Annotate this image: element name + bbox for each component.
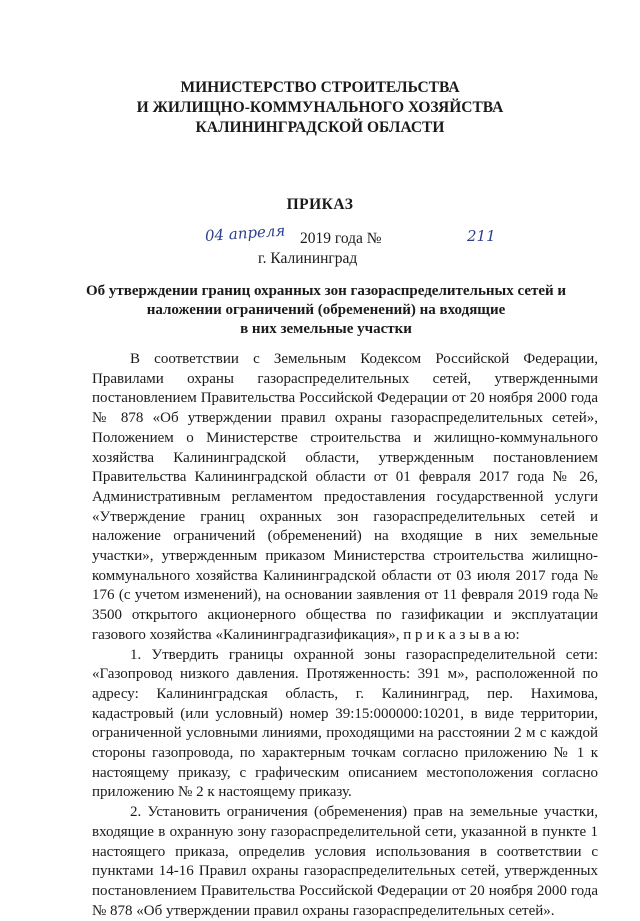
preamble-paragraph: В соответствии с Земельным Кодексом Российской Федерации, Правилами охраны газораспределительных сетей, утвержденными постановлением Правительства Российской Федерации от 20 ноября 2000 года № 878 «Об утверждении правил охраны газораспределительных сетей», Положением о Министерстве строительства и жилищно-коммунального хозяйства Калининградской области, утвержденным постановлением Правительства Калининградской области от 01 февраля 2017 года № 26, Административным регламентом предоставления государственной услуги «Утверждение границ охранных зон газораспределительных сетей и наложение ограничений (обременений) на входящие в них земельные участки», утвержденным приказом Министерства строительства жилищно-коммунального хозяйства Калининградской области от 03 июля 2017 года № 176 (с учетом изменений), на основании заявления от 11 февраля 2019 года № 3500 открытого акционерного общества по газификации и эксплуатации газового хозяйства «Калининградгазификация», п р и к а з ы в а ю: — [92, 351, 598, 643]
ministry-name-line-1: МИНИСТЕРСТВО СТРОИТЕЛЬСТВА — [180, 79, 460, 96]
ministry-name-line-3: КАЛИНИНГРАДСКОЙ ОБЛАСТИ — [195, 119, 445, 136]
clause-1-paragraph: 1. Утвердить границы охранной зоны газораспределительной сети: «Газопровод низкого давления. Протяженность: 391 м», расположенной по адресу: Калининградская область, г. Калининград, пер. Нахимова, кадастровый (или условный) номер 39:15:000000:10201, в виде территории, ограниченной условными линиями, проходящими на расстоянии 2 м с каждой стороны газопровода, по характерным точкам согласно приложению № 1 к настоящему приказу, с графическим описанием местоположения согласно приложению № 2 к настоящему приказу. — [92, 646, 598, 801]
printed-year: 2019 года № — [300, 230, 382, 247]
order-subject — [70, 282, 582, 339]
handwritten-order-number: 211 — [467, 227, 496, 245]
clause-2-paragraph: 2. Установить ограничения (обременения) прав на земельные участки, входящие в охранную зону газораспределительной сети, указанной в пункте 1 настоящего приказа, определив условия использования в соответствии с пунктами 14-16 Правил охраны газораспределительных сетей, утвержденных постановлением Правительства Российской Федерации от 20 ноября 2000 года № 878 «Об утверждении правил охраны газораспределительных сетей». — [92, 804, 598, 919]
ministry-header — [0, 78, 640, 138]
subject-line-1: Об утверждении границ охранных зон газораспределительных сетей и — [85, 283, 567, 299]
city: г. Калининград — [258, 250, 358, 267]
ministry-name-line-2: И ЖИЛИЩНО-КОММУНАЛЬНОГО ХОЗЯЙСТВА — [136, 99, 504, 116]
order-title: ПРИКАЗ — [286, 196, 354, 213]
handwritten-date: 04 апреля — [204, 221, 286, 245]
order-date-line — [204, 221, 496, 252]
subject-line-2: наложении ограничений (обременений) на входящие — [146, 302, 506, 318]
subject-line-3: в них земельные участки — [240, 321, 412, 337]
order-body — [92, 350, 598, 921]
